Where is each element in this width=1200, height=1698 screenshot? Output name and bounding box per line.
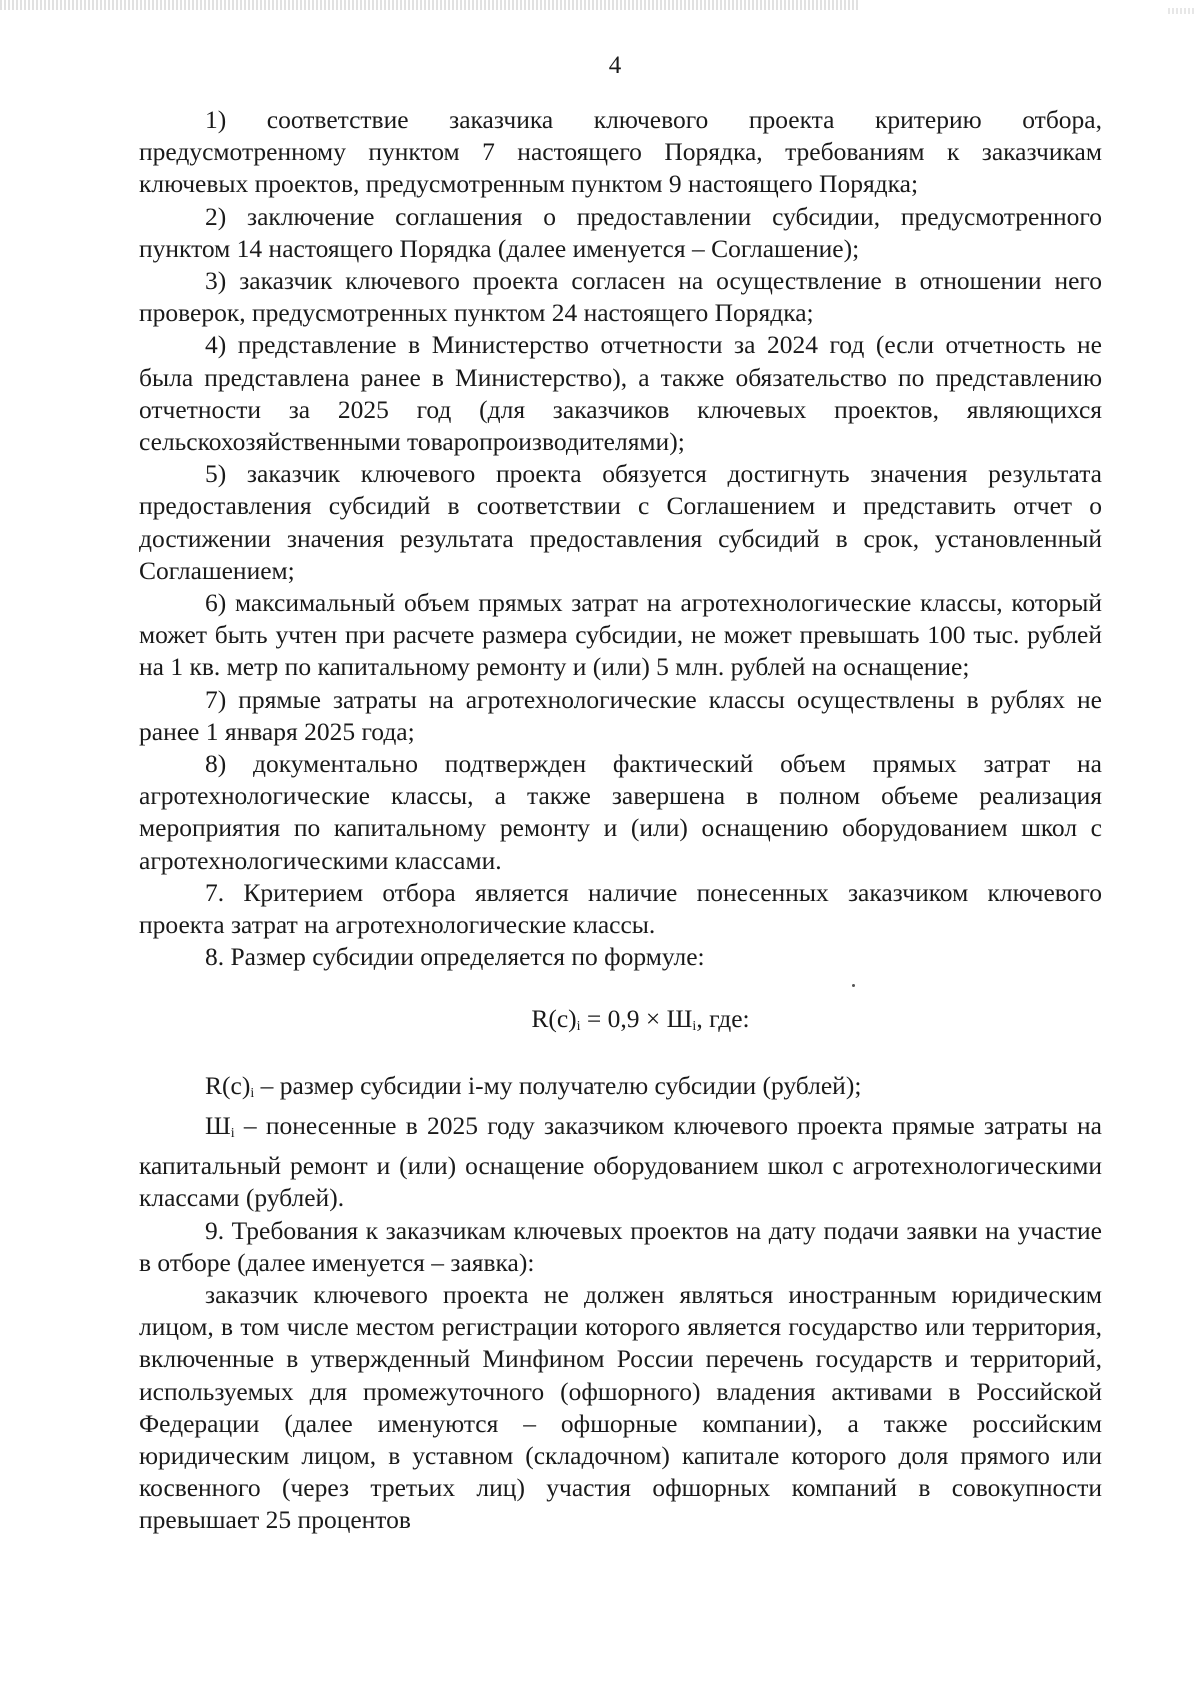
paragraph-item-7: 7) прямые затраты на агротехнологические классы осуществлены в рублях не ранее 1 января 2025 года;: [139, 684, 1102, 746]
paragraph-clause-9: 9. Требования к заказчикам ключевых проектов на дату подачи заявки на участие в отборе (далее именуется – заявка):: [139, 1215, 1102, 1277]
paragraph-item-5: 5) заказчик ключевого проекта обязуется достигнуть значения результата предоставления субсидий в соответствии с Соглашением и представить отчет о достижении значения результата предоставления субсидий в срок, установленный Соглашением;: [139, 459, 1102, 585]
formula-r-symbol: R(c): [531, 1004, 577, 1034]
scan-edge-artifact-right: [1168, 8, 1194, 14]
legend-sh-symbol: Ш: [205, 1110, 231, 1140]
page-number: 4: [608, 52, 622, 79]
paragraph-clause-7: 7. Критерием отбора является наличие понесенных заказчиком ключевого проекта затрат на агротехнологические классы.: [139, 877, 1102, 940]
document-body: [139, 104, 1102, 1537]
paragraph-item-3: 3) заказчик ключевого проекта согласен на осуществление в отношении него проверок, предусмотренных пунктом 24 настоящего Порядка;: [139, 266, 1102, 328]
paragraph-item-1: 1) соответствие заказчика ключевого проекта критерию отбора, предусмотренному пунктом 7 настоящего Порядка, требованиям к заказчикам ключевых проектов, предусмотренным пунктом 9 настоящего Порядка;: [139, 105, 1102, 199]
subsidy-formula: [139, 1003, 1102, 1043]
formula-sh-index: i: [692, 1019, 697, 1035]
paragraph-clause-8: 8. Размер субсидии определяется по формуле:: [205, 942, 705, 972]
legend-sh-text: – понесенные в 2025 году заказчиком ключевого проекта прямые затраты на капитальный ремонт и (или) оснащение оборудованием школ с агротехнологическими классами (рублей).: [139, 1110, 1102, 1213]
paragraph-item-2: 2) заключение соглашения о предоставлении субсидии, предусмотренного пунктом 14 настоящего Порядка (далее именуется – Соглашение);: [139, 201, 1102, 263]
paragraph-item-6: 6) максимальный объем прямых затрат на агротехнологические классы, который может быть учтен при расчете размера субсидии, не может превышать 100 тыс. рублей на 1 кв. метр по капитальному ремонту и (или) 5 млн. рублей на оснащение;: [139, 588, 1102, 682]
scan-edge-artifact: [0, 0, 860, 10]
formula-legend-r: [139, 1070, 1102, 1110]
legend-sh-index: i: [230, 1125, 235, 1141]
formula-middle: = 0,9 × Ш: [580, 1004, 693, 1034]
legend-r-index: i: [250, 1085, 255, 1101]
formula-tail: , где:: [696, 1004, 750, 1034]
paragraph-offshore-requirement: заказчик ключевого проекта не должен являться иностранным юридическим лицом, в том числе местом регистрации которого является государство или территория, включенные в утвержденный Минфином России перечень государств и территорий, используемых для промежуточного (офшорного) владения активами в Российской Федерации (далее именуются – офшорные компании), а также российским юридическим лицом, в уставном (складочном) капитале которого доля прямого или косвенного (через третьих лиц) участия офшорных компаний в совокупности превышает 25 процентов: [139, 1279, 1102, 1535]
formula-r-index: i: [576, 1019, 581, 1035]
legend-r-symbol: R(c): [205, 1070, 251, 1100]
legend-r-text: – размер субсидии i-му получателю субсидии (рублей);: [254, 1070, 862, 1100]
paragraph-item-4: 4) представление в Министерство отчетности за 2024 год (если отчетность не была представлена ранее в Министерство), а также обязательство по представлению отчетности за 2025 год (для заказчиков ключевых проектов, являющихся сельскохозяйственными товаропроизводителями);: [139, 330, 1102, 457]
formula-legend-sh: [139, 1110, 1102, 1215]
paragraph-item-8: 8) документально подтвержден фактический объем прямых затрат на агротехнологические классы, а также завершена в полном объеме реализация мероприятия по капитальному ремонту и (или) оснащению оборудованием школ с агротехнологическими классами.: [139, 749, 1102, 875]
